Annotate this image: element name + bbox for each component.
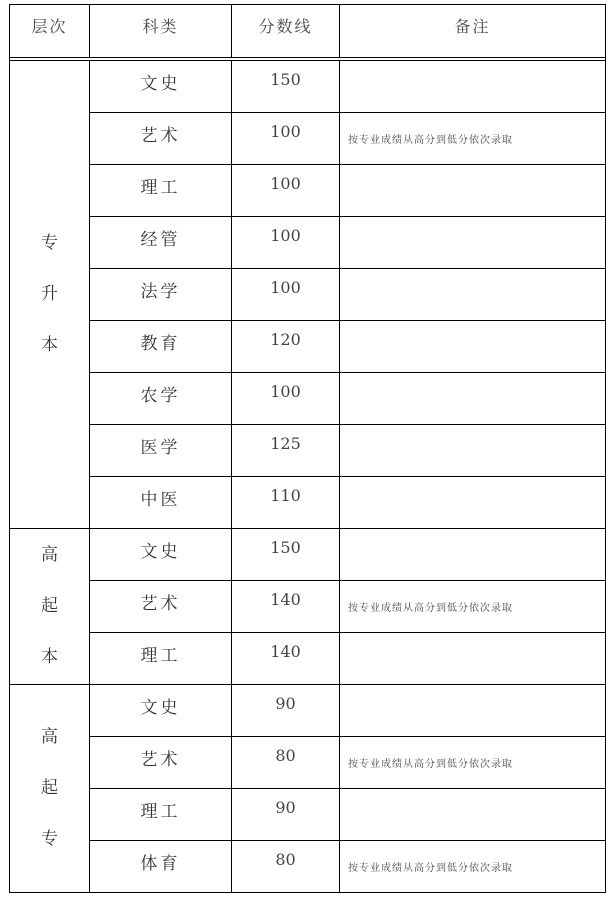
note-cell xyxy=(340,529,606,581)
category-cell xyxy=(90,685,232,737)
category-label: 教育 xyxy=(140,334,181,354)
score-cell xyxy=(232,269,340,321)
score-cell xyxy=(232,633,340,685)
score-value: 90 xyxy=(275,798,296,817)
table-row xyxy=(10,789,606,841)
note-cell xyxy=(340,373,606,425)
category-label: 医学 xyxy=(140,438,181,458)
level-char: 本 xyxy=(41,335,58,355)
score-value: 80 xyxy=(275,850,296,869)
header-level xyxy=(10,5,90,58)
note-cell xyxy=(340,217,606,269)
table-row xyxy=(10,529,606,581)
category-label: 文史 xyxy=(140,698,181,718)
category-cell xyxy=(90,425,232,477)
category-cell xyxy=(90,581,232,633)
category-label: 艺术 xyxy=(140,750,181,770)
score-cell xyxy=(232,61,340,113)
score-value: 140 xyxy=(270,590,301,609)
note-cell xyxy=(340,633,606,685)
table-header-row xyxy=(10,5,606,58)
category-label: 理工 xyxy=(140,802,181,822)
header-level-label: 层次 xyxy=(31,17,68,36)
category-cell xyxy=(90,529,232,581)
category-cell xyxy=(90,737,232,789)
table-body xyxy=(10,61,606,893)
level-cell-gaoqizhuan xyxy=(10,685,90,893)
score-value: 125 xyxy=(270,434,301,453)
level-char: 本 xyxy=(41,647,58,667)
category-label: 理工 xyxy=(140,646,181,666)
table-row xyxy=(10,633,606,685)
table-row xyxy=(10,685,606,737)
note-text: 按专业成绩从高分到低分依次录取 xyxy=(348,135,513,146)
header-score xyxy=(232,5,340,58)
header-note-label: 备注 xyxy=(454,17,491,36)
score-value: 80 xyxy=(275,746,296,765)
category-label: 经管 xyxy=(140,230,181,250)
table-row xyxy=(10,373,606,425)
score-value: 100 xyxy=(270,382,301,401)
score-value: 100 xyxy=(270,122,301,141)
score-cell xyxy=(232,789,340,841)
level-cell-zhuanshengben xyxy=(10,61,90,529)
category-label: 文史 xyxy=(140,542,181,562)
table-row xyxy=(10,841,606,893)
category-cell xyxy=(90,373,232,425)
score-value: 140 xyxy=(270,642,301,661)
header-category-label: 科类 xyxy=(142,17,179,36)
category-cell xyxy=(90,165,232,217)
category-label: 体育 xyxy=(140,854,181,874)
score-cell xyxy=(232,113,340,165)
score-cell xyxy=(232,529,340,581)
score-cell xyxy=(232,477,340,529)
category-cell xyxy=(90,269,232,321)
score-cell xyxy=(232,321,340,373)
header-category xyxy=(90,5,232,58)
category-cell xyxy=(90,217,232,269)
score-value: 90 xyxy=(275,694,296,713)
note-cell xyxy=(340,477,606,529)
category-cell xyxy=(90,61,232,113)
table-row xyxy=(10,581,606,633)
score-value: 120 xyxy=(270,330,301,349)
score-value: 110 xyxy=(270,486,301,505)
score-value: 150 xyxy=(270,70,301,89)
category-label: 农学 xyxy=(140,386,181,406)
note-cell xyxy=(340,321,606,373)
note-text: 按专业成绩从高分到低分依次录取 xyxy=(348,603,513,614)
category-label: 法学 xyxy=(140,282,181,302)
category-label: 艺术 xyxy=(140,594,181,614)
score-value: 100 xyxy=(270,226,301,245)
note-cell xyxy=(340,61,606,113)
level-char: 起 xyxy=(41,778,58,798)
level-char: 专 xyxy=(41,233,58,253)
level-char: 专 xyxy=(41,829,58,849)
table-row xyxy=(10,425,606,477)
category-cell xyxy=(90,113,232,165)
note-cell xyxy=(340,789,606,841)
note-cell xyxy=(340,841,606,893)
score-cell xyxy=(232,581,340,633)
level-char: 升 xyxy=(41,284,58,304)
category-label: 艺术 xyxy=(140,126,181,146)
score-value: 100 xyxy=(270,278,301,297)
score-cell xyxy=(232,217,340,269)
note-cell xyxy=(340,425,606,477)
note-cell xyxy=(340,113,606,165)
level-char: 高 xyxy=(41,545,58,565)
category-label: 理工 xyxy=(140,178,181,198)
header-score-label: 分数线 xyxy=(258,17,313,36)
category-label: 文史 xyxy=(140,74,181,94)
score-cell xyxy=(232,425,340,477)
level-char: 起 xyxy=(41,596,58,616)
note-cell xyxy=(340,737,606,789)
category-cell xyxy=(90,633,232,685)
score-cell xyxy=(232,737,340,789)
note-cell xyxy=(340,269,606,321)
table-row xyxy=(10,217,606,269)
score-table-container xyxy=(9,4,605,893)
score-cell xyxy=(232,685,340,737)
category-cell xyxy=(90,477,232,529)
score-cell xyxy=(232,373,340,425)
score-cell xyxy=(232,165,340,217)
table-row xyxy=(10,165,606,217)
admission-score-table xyxy=(9,4,606,893)
score-value: 100 xyxy=(270,174,301,193)
table-row xyxy=(10,269,606,321)
note-text: 按专业成绩从高分到低分依次录取 xyxy=(348,759,513,770)
category-cell xyxy=(90,321,232,373)
table-row xyxy=(10,61,606,113)
score-cell xyxy=(232,841,340,893)
note-cell xyxy=(340,685,606,737)
table-row xyxy=(10,737,606,789)
note-cell xyxy=(340,165,606,217)
note-cell xyxy=(340,581,606,633)
category-label: 中医 xyxy=(140,490,181,510)
score-value: 150 xyxy=(270,538,301,557)
note-text: 按专业成绩从高分到低分依次录取 xyxy=(348,863,513,874)
header-note xyxy=(340,5,606,58)
level-char: 高 xyxy=(41,727,58,747)
level-cell-gaoqiben xyxy=(10,529,90,685)
table-row xyxy=(10,477,606,529)
category-cell xyxy=(90,789,232,841)
table-row xyxy=(10,113,606,165)
category-cell xyxy=(90,841,232,893)
table-row xyxy=(10,321,606,373)
